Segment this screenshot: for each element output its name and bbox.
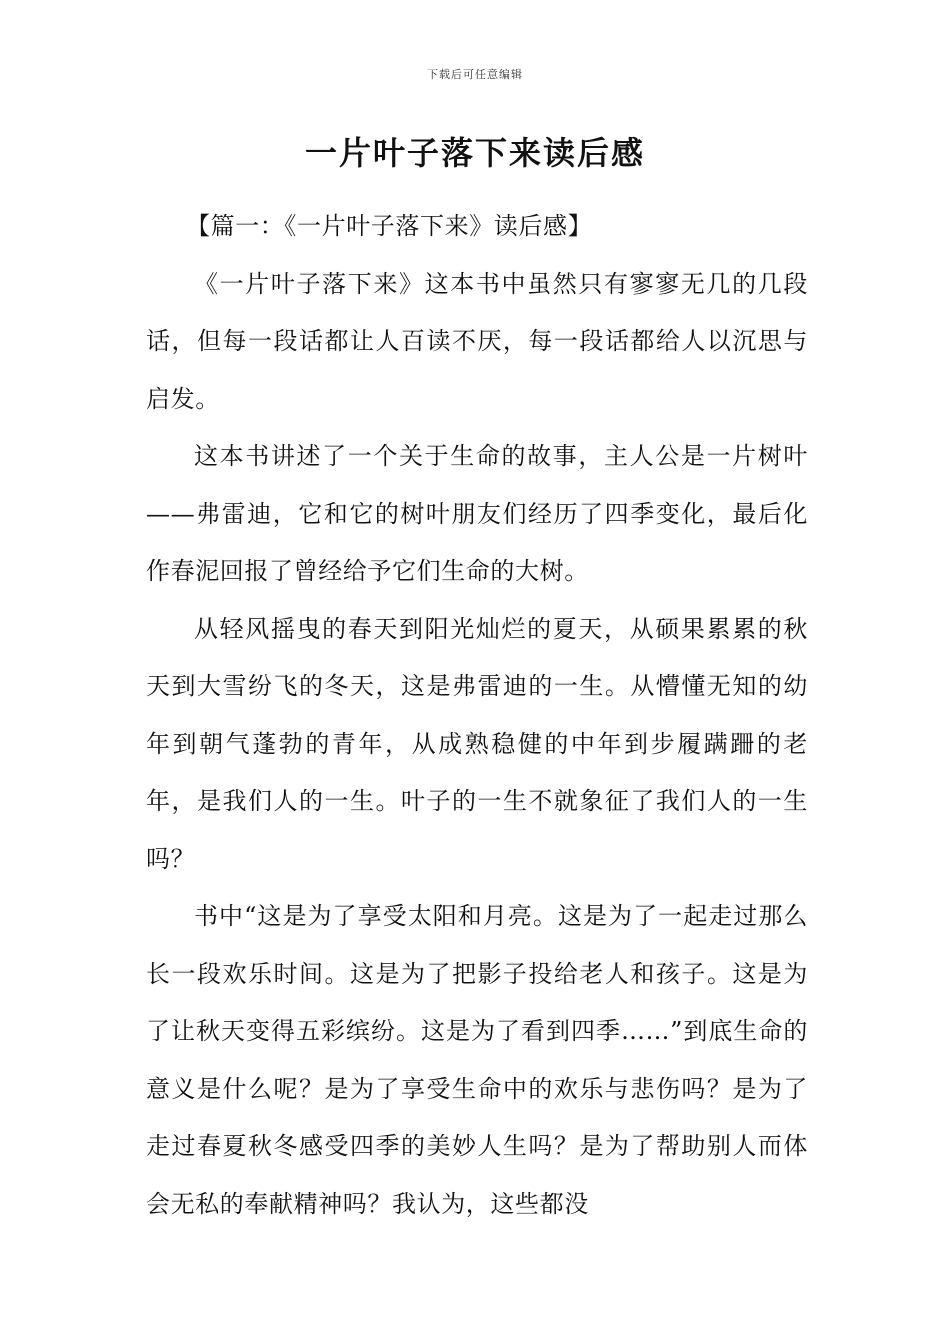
paragraph: 从轻风摇曳的春天到阳光灿烂的夏天，从硕果累累的秋天到大雪纷飞的冬天，这是弗雷迪的一生。从懵懂无知的幼年到朝气蓬勃的青年，从成熟稳健的中年到步履蹒跚的老年，是我们人的一生。叶子的一生不就象征了我们人的一生吗？ xyxy=(146,614,808,873)
paragraph: 这本书讲述了一个关于生命的故事，主人公是一片树叶——弗雷迪，它和它的树叶朋友们经历了四季变化，最后化作春泥回报了曾经给予它们生命的大树。 xyxy=(146,442,808,585)
paragraph: 《一片叶子落下来》这本书中虽然只有寥寥无几的几段话，但每一段话都让人百读不厌，每一段话都给人以沉思与启发。 xyxy=(146,269,808,413)
paragraph: 书中“这是为了享受太阳和月亮。这是为了一起走过那么长一段欢乐时间。这是为了把影子投给老人和孩子。这是为了让秋天变得五彩缤纷。这是为了看到四季……”到底生命的意义是什么呢？是为了享受生命中的欢乐与悲伤吗？是为了走过春夏秋冬感受四季的美妙人生吗？是为了帮助别人而体会无私的奉献精神吗？我认为，这些都没 xyxy=(146,902,808,1218)
header-note: 下载后可任意编辑 xyxy=(427,68,523,81)
section-heading: 【篇一：《一片叶子落下来》读后感】 xyxy=(186,212,593,240)
document-title: 一片叶子落下来读后感 xyxy=(304,134,645,172)
document-body xyxy=(146,198,808,1233)
